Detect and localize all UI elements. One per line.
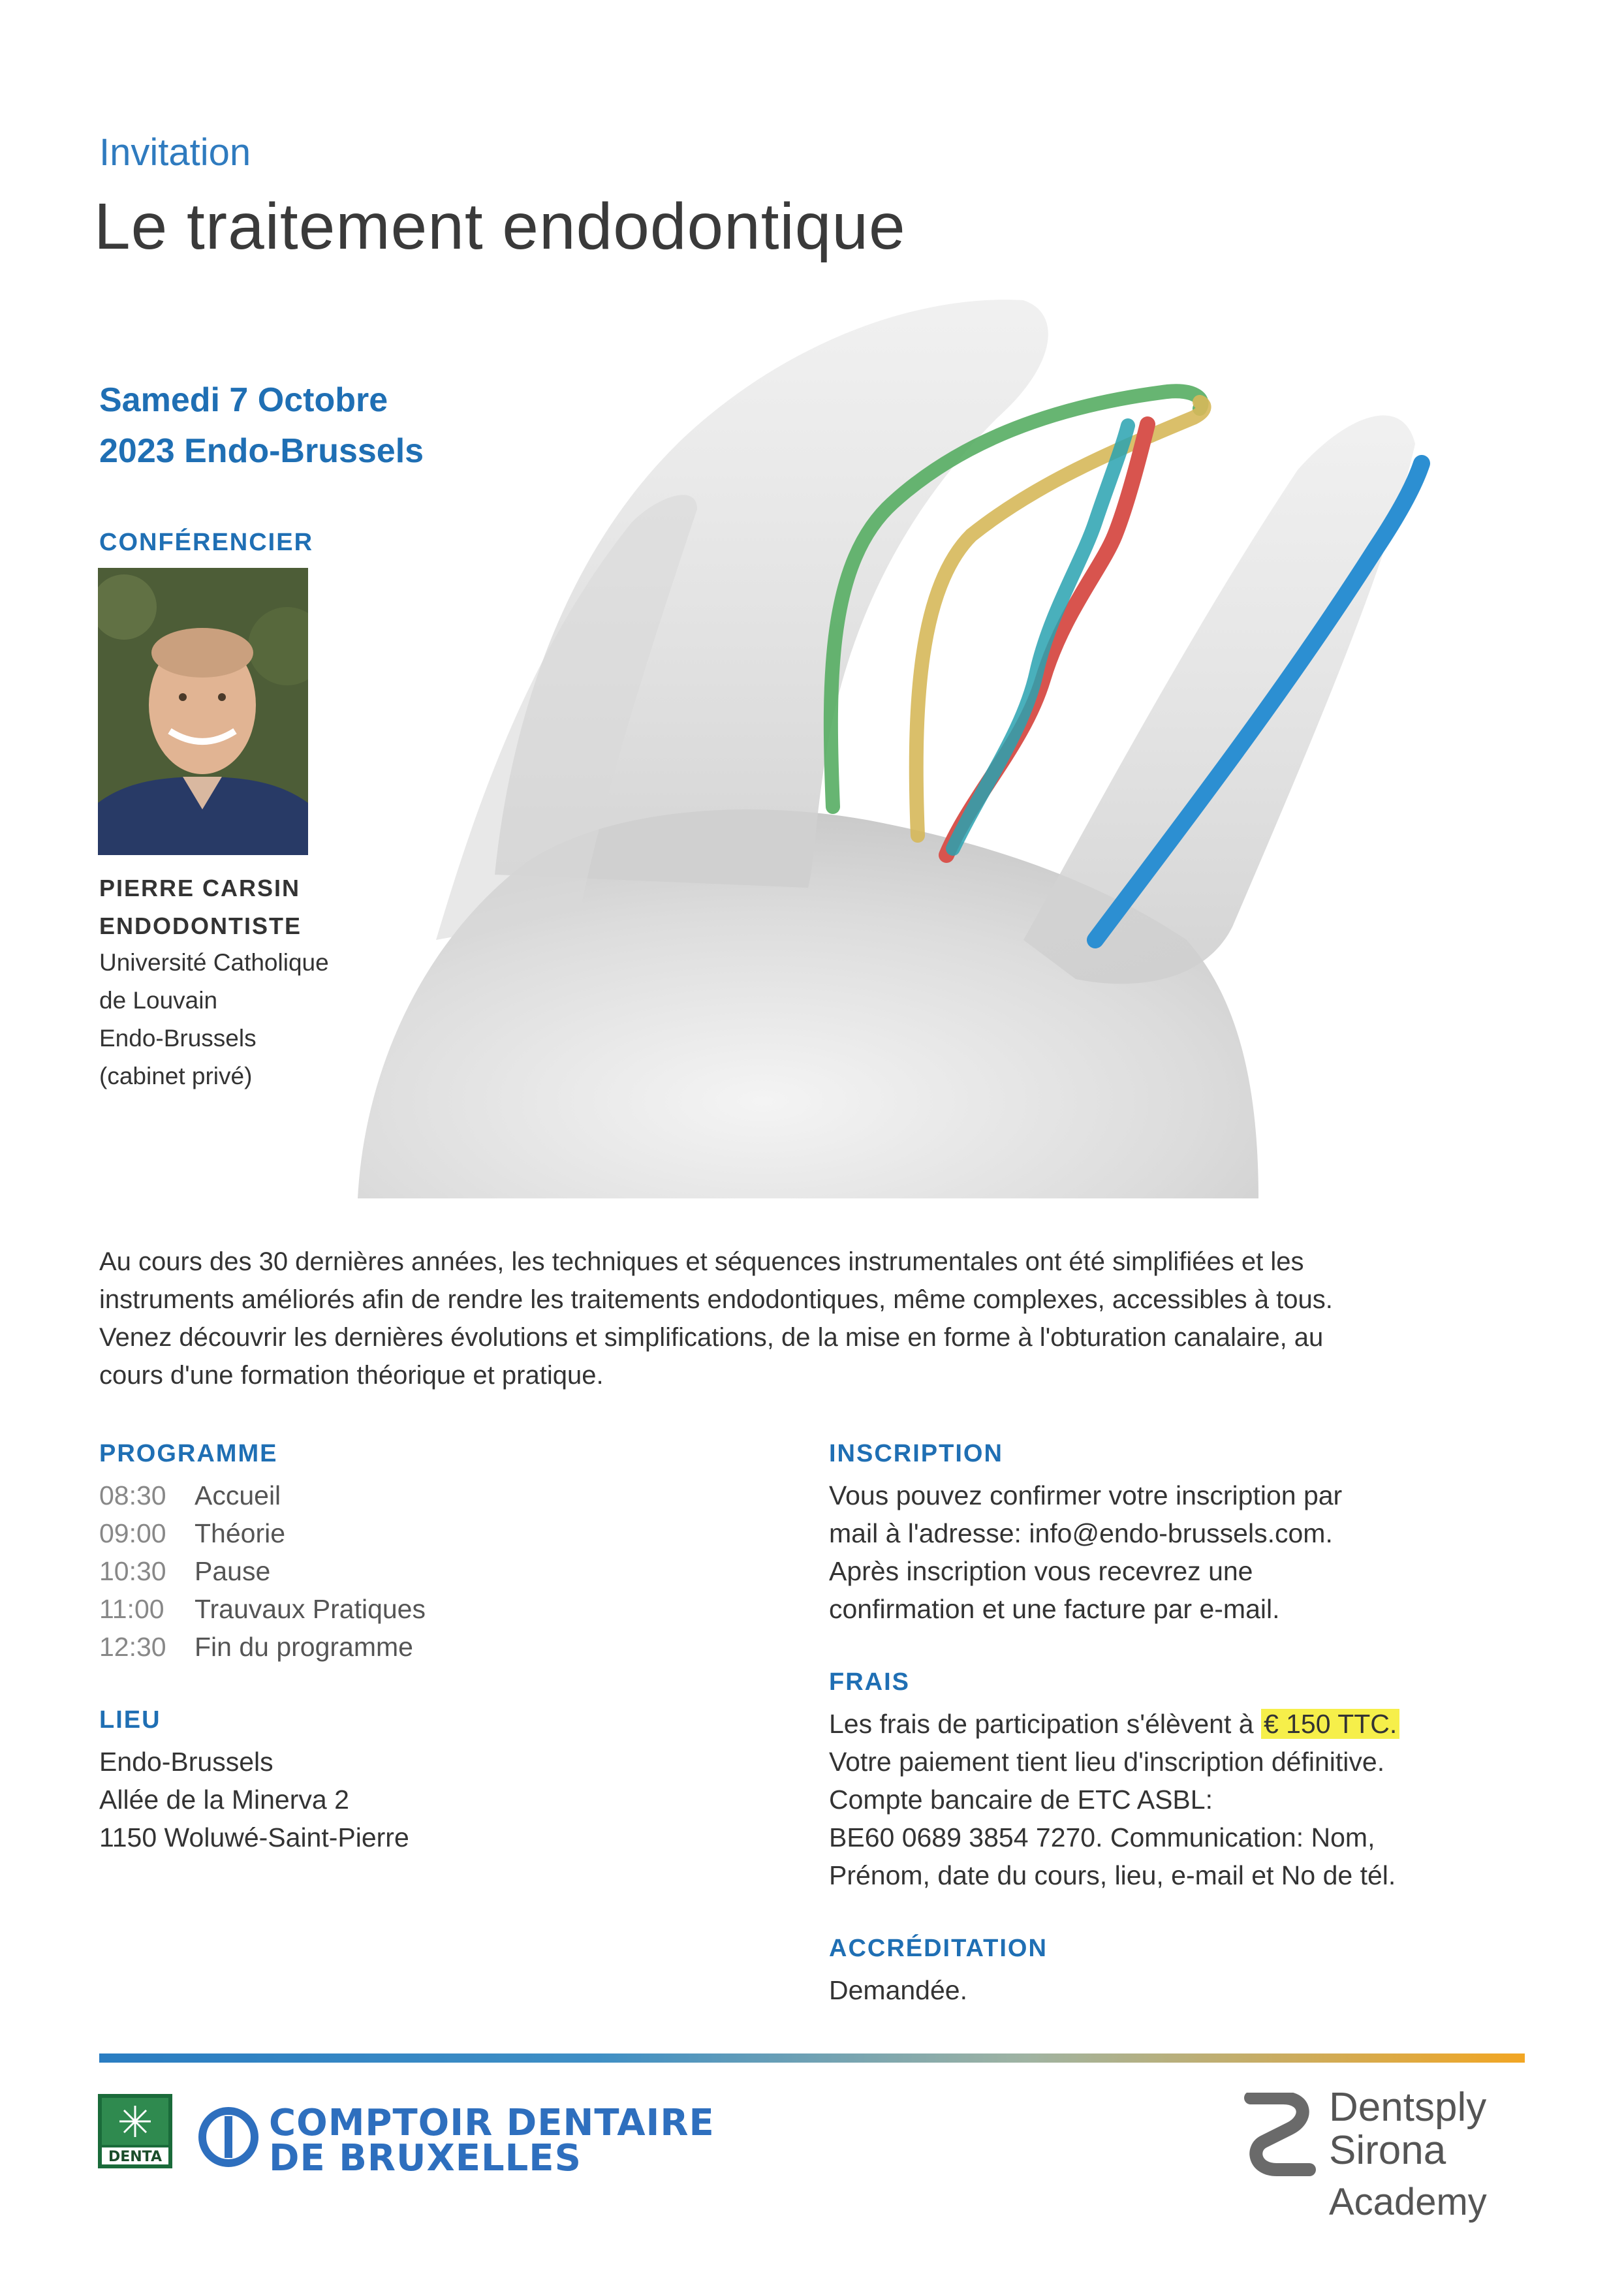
footer-divider	[99, 2053, 1525, 2063]
speaker-section-label: CONFÉRENCIER	[99, 529, 314, 556]
accreditation-label: ACCRÉDITATION	[829, 1935, 1048, 1962]
affiliation-line: de Louvain	[99, 987, 218, 1014]
frais-line: Prénom, date du cours, lieu, e-mail et No de tél.	[829, 1860, 1396, 1890]
programme-time: 08:30	[99, 1480, 166, 1510]
event-date	[99, 375, 424, 476]
inscription-label: INSCRIPTION	[829, 1440, 1003, 1467]
speaker-role: ENDODONTISTE	[99, 913, 302, 939]
speaker-photo	[98, 568, 308, 855]
frais-line	[829, 1705, 1521, 1743]
ds-line2: Sirona	[1329, 2128, 1446, 2173]
accreditation-value: Demandée.	[829, 1975, 967, 2005]
denta-logo-text: DENTA	[108, 2149, 163, 2165]
programme-item	[99, 1552, 426, 1590]
programme-item	[99, 1514, 426, 1552]
affiliation-line: (cabinet privé)	[99, 1063, 253, 1089]
tooth-illustration	[358, 287, 1533, 1198]
dentsply-sirona-wordmark	[1329, 2086, 1486, 2172]
frais-label: FRAIS	[829, 1668, 910, 1696]
speaker-affiliation	[99, 944, 329, 1095]
programme-item	[99, 1590, 426, 1628]
lieu-line: Allée de la Minerva 2	[99, 1785, 349, 1815]
cdb-line1: COMPTOIR DENTAIRE	[269, 2102, 715, 2144]
affiliation-line: Université Catholique	[99, 949, 329, 976]
programme-time: 10:30	[99, 1556, 166, 1586]
frais-prefix: Les frais de participation s'élèvent à	[829, 1709, 1261, 1739]
frais-line: Compte bancaire de ETC ASBL:	[829, 1785, 1213, 1815]
invitation-label: Invitation	[99, 131, 251, 174]
programme-list	[99, 1476, 426, 1666]
inscription-line: mail à l'adresse: info@endo-brussels.com.	[829, 1518, 1333, 1548]
programme-item	[99, 1628, 426, 1666]
inscription-text	[829, 1476, 1521, 1628]
frais-line: BE60 0689 3854 7270. Communication: Nom,	[829, 1822, 1375, 1852]
intro-line: instruments améliorés afin de rendre les traitements endodontiques, même complexes, accessibles à tous.	[99, 1285, 1333, 1314]
ds-line1: Dentsply	[1329, 2085, 1487, 2130]
event-date-line2: 2023 Endo-Brussels	[99, 432, 424, 470]
page-title: Le traitement endodontique	[94, 190, 906, 263]
intro-line: cours d'une formation théorique et pratique.	[99, 1361, 604, 1390]
speaker-name: PIERRE CARSIN	[99, 875, 301, 901]
price-highlight: € 150 TTC.	[1261, 1709, 1399, 1739]
programme-activity: Pause	[195, 1556, 271, 1586]
frais-text	[829, 1705, 1521, 1894]
frais-line: Votre paiement tient lieu d'inscription définitive.	[829, 1747, 1385, 1777]
inscription-line: Après inscription vous recevrez une	[829, 1556, 1253, 1586]
programme-item	[99, 1476, 426, 1514]
cdb-logo-mark	[196, 2104, 261, 2170]
denta-logo	[98, 2094, 172, 2168]
lieu-line: Endo-Brussels	[99, 1747, 273, 1777]
intro-line: Au cours des 30 dernières années, les techniques et séquences instrumentales ont été simplifiées et les	[99, 1247, 1304, 1276]
academy-label: Academy	[1329, 2181, 1487, 2223]
programme-activity: Fin du programme	[195, 1632, 413, 1662]
dentsply-sirona-logo-mark	[1244, 2093, 1316, 2178]
lieu-address	[99, 1743, 409, 1856]
inscription-line: confirmation et une facture par e-mail.	[829, 1594, 1280, 1624]
event-date-line1: Samedi 7 Octobre	[99, 381, 388, 419]
affiliation-line: Endo-Brussels	[99, 1025, 257, 1052]
intro-paragraph	[99, 1243, 1535, 1394]
programme-time: 11:00	[99, 1594, 164, 1624]
speaker-name-block	[99, 869, 302, 945]
programme-activity: Trauvaux Pratiques	[195, 1594, 426, 1624]
programme-activity: Accueil	[195, 1480, 281, 1510]
lieu-line: 1150 Woluwé-Saint-Pierre	[99, 1822, 409, 1852]
programme-activity: Théorie	[195, 1518, 286, 1548]
inscription-line: Vous pouvez confirmer votre inscription par	[829, 1480, 1343, 1510]
cdb-line2: DE BRUXELLES	[269, 2137, 582, 2179]
programme-label: PROGRAMME	[99, 1440, 278, 1467]
intro-line: Venez découvrir les dernières évolutions et simplifications, de la mise en forme à l'obturation canalaire, au	[99, 1323, 1324, 1352]
cdb-logo-text	[269, 2102, 715, 2179]
programme-time: 12:30	[99, 1632, 166, 1662]
programme-time: 09:00	[99, 1518, 166, 1548]
lieu-label: LIEU	[99, 1706, 161, 1734]
